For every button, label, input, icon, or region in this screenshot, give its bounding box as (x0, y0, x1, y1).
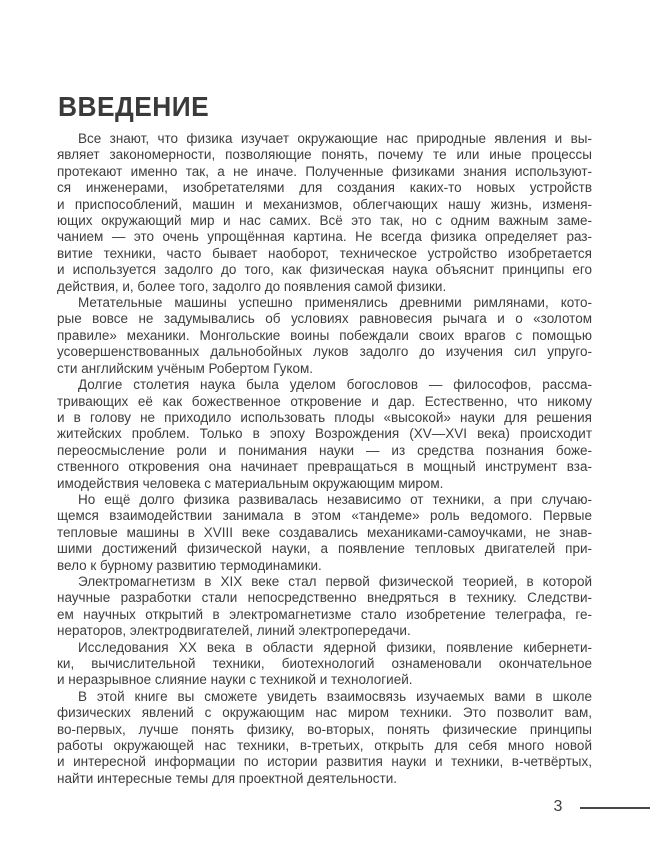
text-line: и неразрывное слияние науки с техникой и технологией. (57, 672, 413, 688)
text-line: физических явлений с окружающим нас миром техники. Это позволит вам, (57, 705, 592, 721)
paragraph (57, 689, 592, 787)
text-line: ющих окружающий мир и нас самих. Всё это так, но с одним важным заме- (57, 213, 592, 229)
text-line: Долгие столетия наука была уделом богословов — философов, рассма- (78, 377, 592, 393)
paragraph (57, 377, 592, 492)
text-line: вело к бурному развитию термодинамики. (57, 557, 322, 573)
paragraph (57, 131, 592, 295)
text-line: тепловые машины в XVIII веке создавались механиками-самоучками, не знав- (57, 524, 592, 540)
text-line: Исследования XX века в области ядерной физики, появление кибернети- (78, 639, 592, 655)
text-line: правиле» механики. Монгольские воины побеждали своих врагов с помощью (57, 327, 592, 343)
page-number: 3 (553, 798, 563, 815)
text-line: житейских проблем. Только в эпоху Возрождения (XV—XVI века) происходит (57, 426, 592, 442)
footer-rule (580, 807, 650, 809)
text-line: ственного откровения она начинает превращаться в мощный инструмент вза- (57, 459, 592, 475)
text-line: рые вовсе не задумывались об условиях равновесия рычага и о «золотом (57, 311, 592, 327)
paragraph (57, 574, 592, 640)
text-line: шими достижений физической науки, а появление тепловых двигателей при- (57, 541, 592, 557)
paragraph (57, 640, 592, 689)
text-line: Но ещё долго физика развивалась независимо от техники, а при случаю- (78, 491, 592, 507)
text-line: и в голову не приходило использовать плоды «высокой» науки для решения (57, 409, 592, 425)
text-line: витие техники, часто бывает наоборот, техническое устройство изобретается (57, 245, 592, 261)
text-line: сти английским учёным Робертом Гуком. (57, 360, 314, 376)
paragraph (57, 295, 592, 377)
text-line: тривающих её как божественное откровение и дар. Естественно, что никому (57, 393, 592, 409)
text-line: Все знают, что физика изучает окружающие нас природные явления и вы- (78, 131, 592, 146)
page-title: ВВЕДЕНИЕ (58, 90, 210, 122)
text-line: Электромагнетизм в XIX веке стал первой физической теорией, в которой (78, 573, 592, 589)
text-line: имодействия человека с материальным окружающим миром. (57, 475, 444, 491)
text-line: Метательные машины успешно применялись древними римлянами, кото- (78, 295, 592, 311)
text-line: ем научных открытий в электромагнетизме стало изобретение телеграфа, ге- (57, 606, 592, 622)
text-line: нераторов, электродвигателей, линий электропередачи. (57, 623, 411, 639)
text-line: В этой книге вы сможете увидеть взаимосвязь изучаемых вами в школе (78, 688, 592, 704)
text-line: найти интересные темы для проектной деятельности. (57, 770, 398, 786)
text-line: действия, и, более того, задолго до появления самой физики. (57, 278, 447, 294)
text-line: являет закономерности, позволяющие понять, почему те или иные процессы (57, 147, 592, 163)
text-line: переосмысление роли и понимания науки — из средства познания боже- (57, 442, 592, 458)
text-line: ся инженерами, изобретателями для создания каких-то новых устройств (57, 180, 592, 196)
text-line: во-первых, лучше понять физику, во-вторых, понять физические принципы (57, 721, 592, 737)
text-line: чанием — это очень упрощённая картина. Не всегда физика определяет раз- (57, 229, 592, 245)
text-line: работы окружающей нас техники, в-третьих, открыть для себя много новой (57, 738, 592, 754)
text-line: и интересной информации по истории развития науки и техники, в-четвёртых, (57, 754, 592, 770)
text-line: усовершенствованных дальнобойных луков задолго до изучения сил упруго- (57, 344, 592, 360)
text-line: научные разработки стали непосредственно внедряться в технику. Следстви- (57, 590, 592, 606)
text-line: и используется задолго до того, как физическая наука объяснит принципы его (57, 262, 592, 278)
text-line: протекают именно так, а не иначе. Полученные физиками знания используют- (57, 163, 592, 179)
text-line: ки, вычислительной техники, биотехнологий ознаменовали окончательное (57, 656, 592, 671)
text-block (57, 131, 592, 787)
text-line: и приспособлений, машин и механизмов, облегчающих нашу жизнь, изменя- (57, 196, 592, 212)
paragraph (57, 492, 592, 574)
text-line: щемся взаимодействии занимала в этом «тандеме» роль ведомого. Первые (57, 508, 592, 524)
